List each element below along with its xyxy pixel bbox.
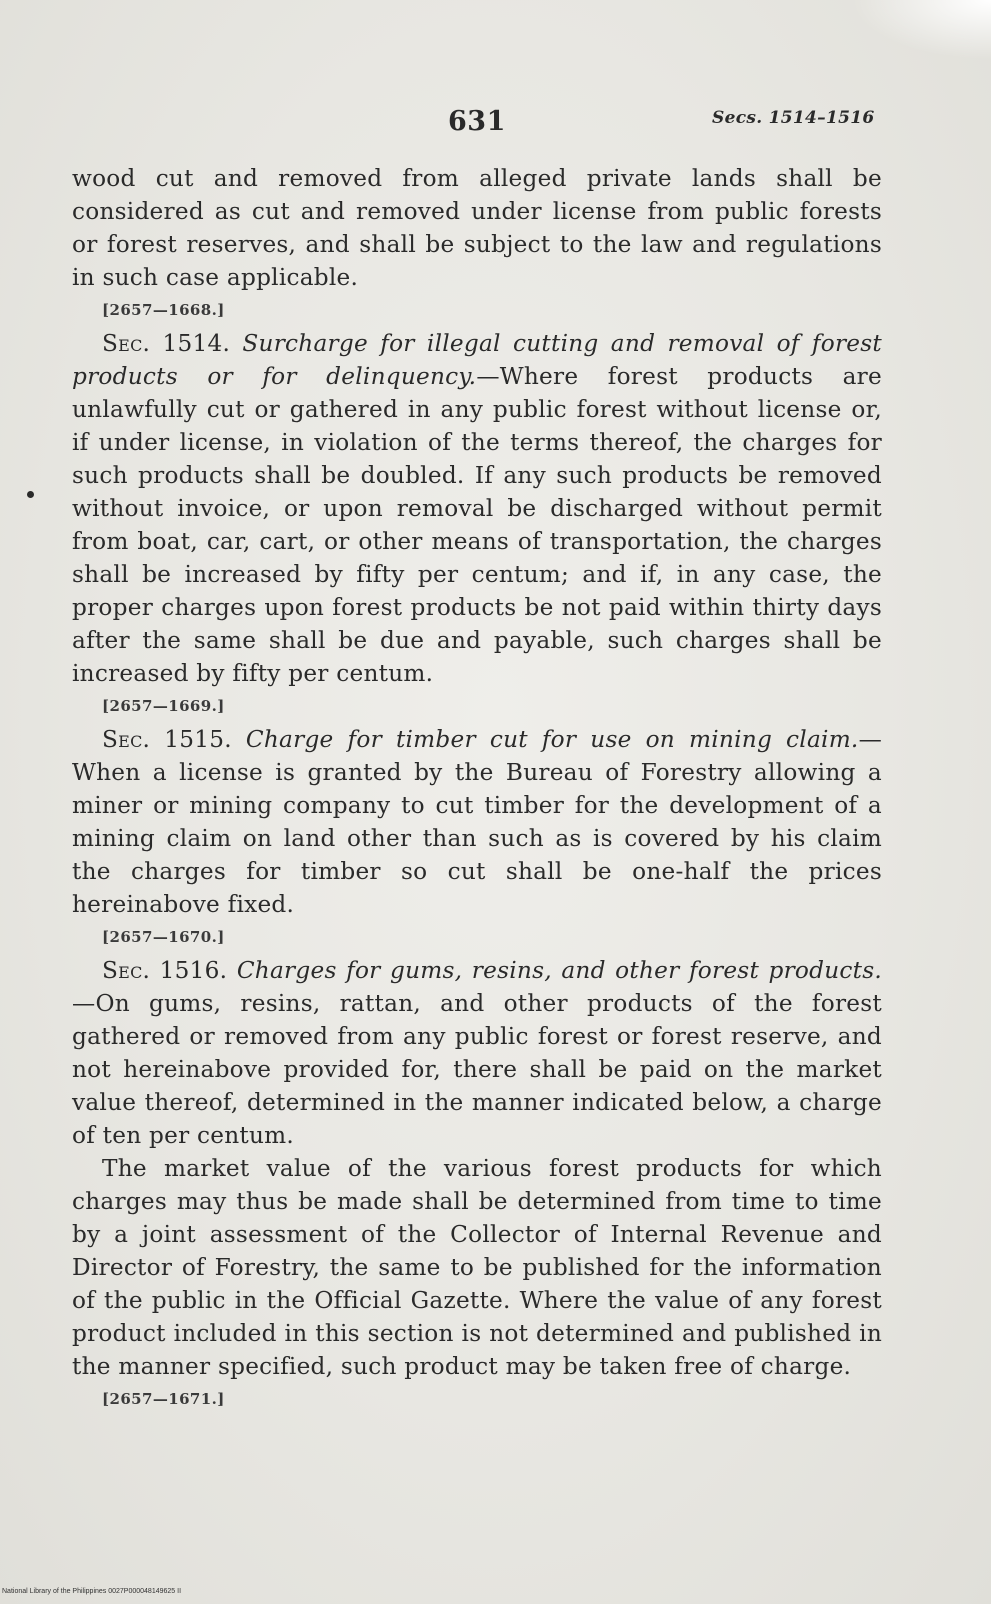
section-1516 (72, 954, 882, 1152)
citation-1668: [2657—1668.] (102, 301, 225, 319)
library-credit: National Library of the Philippines 0027P000048149625 II (2, 1588, 182, 1595)
citation-1671: [2657—1671.] (102, 1390, 225, 1408)
document-body (72, 162, 882, 1416)
section-1515-text: —When a license is granted by the Bureau of Forestry allowing a miner or mining company to cut timber for the development of a mining claim on land other than such as is covered by his claim the charges for timber so cut shall be one-half the prices hereinabove fixed. (72, 726, 882, 918)
citation-1669: [2657—1669.] (102, 697, 225, 715)
running-head: Secs. 1514–1516 (712, 108, 875, 128)
continued-paragraph: wood cut and removed from alleged private lands shall be considered as cut and removed under license from public forests or forest reserves, and shall be subject to the law and regulations in such case applicable. (72, 165, 882, 291)
section-1515-label: Sec. 1515. (102, 726, 232, 753)
section-1514-label: Sec. 1514. (102, 330, 231, 357)
page-number: 631 (448, 106, 506, 137)
section-1515 (72, 723, 882, 921)
market-value-paragraph: The market value of the various forest products for which charges may thus be made shall be determined from time to time by a joint assessment of the Collector of Internal Revenue and Director of Forestry, the same to be published for the information of the public in the Official Gazette. Where the value of any forest product included in this section is not determined and published in the manner specified, such product may be taken free of charge. (72, 1155, 882, 1380)
scan-glare (851, 0, 991, 60)
margin-dot-mark (27, 491, 34, 498)
section-1515-title: Charge for timber cut for use on mining claim. (245, 726, 859, 753)
section-1516-label: Sec. 1516. (102, 957, 228, 984)
section-1516-title: Charges for gums, resins, and other forest products. (236, 957, 882, 984)
page-header (0, 100, 991, 150)
section-1514-title: Surcharge for illegal cutting and removal of forest products or for delinquency. (72, 330, 882, 390)
section-1514 (72, 327, 882, 690)
section-1516-text: —On gums, resins, rattan, and other products of the forest gathered or removed from any public forest or forest reserve, and not hereinabove provided for, there shall be paid on the market value thereof, determined in the manner indicated below, a charge of ten per centum. (72, 990, 882, 1149)
section-1514-text: —Where forest products are unlawfully cut or gathered in any public forest without license or, if under license, in violation of the terms thereof, the charges for such products shall be doubled. If any such products be removed without invoice, or upon removal be discharged without permit from boat, car, cart, or other means of transportation, the charges shall be increased by fifty per centum; and if, in any case, the proper charges upon forest products be not paid within thirty days after the same shall be due and payable, such charges shall be increased by fifty per centum. (72, 363, 882, 687)
citation-1670: [2657—1670.] (102, 928, 225, 946)
